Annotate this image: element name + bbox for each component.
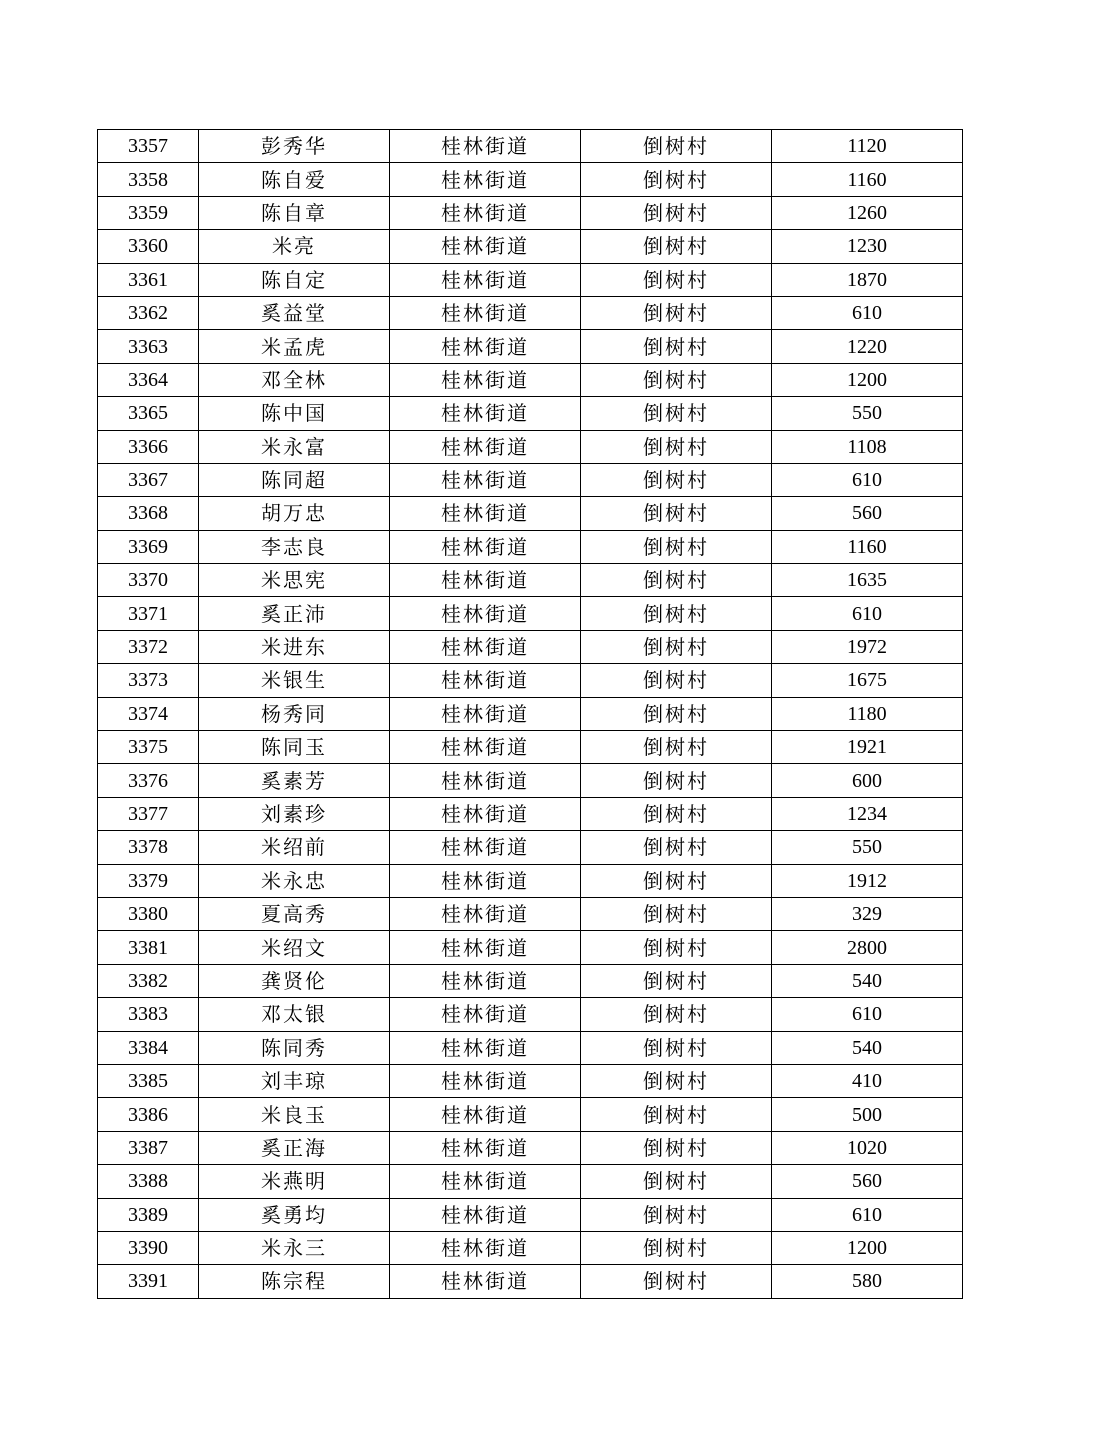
amount-cell: 1234 bbox=[772, 797, 963, 830]
name-cell: 刘丰琼 bbox=[199, 1064, 390, 1097]
village-cell: 倒树村 bbox=[581, 897, 772, 930]
street-cell: 桂林街道 bbox=[390, 931, 581, 964]
row-number-cell: 3384 bbox=[98, 1031, 199, 1064]
table-row bbox=[98, 130, 963, 163]
village-cell: 倒树村 bbox=[581, 697, 772, 730]
row-number-cell: 3372 bbox=[98, 630, 199, 663]
name-cell: 陈同秀 bbox=[199, 1031, 390, 1064]
amount-cell: 1635 bbox=[772, 564, 963, 597]
amount-cell: 1870 bbox=[772, 263, 963, 296]
row-number-cell: 3383 bbox=[98, 998, 199, 1031]
name-cell: 夏高秀 bbox=[199, 897, 390, 930]
village-cell: 倒树村 bbox=[581, 831, 772, 864]
village-cell: 倒树村 bbox=[581, 1131, 772, 1164]
street-cell: 桂林街道 bbox=[390, 1064, 581, 1097]
street-cell: 桂林街道 bbox=[390, 831, 581, 864]
name-cell: 彭秀华 bbox=[199, 130, 390, 163]
table-row bbox=[98, 564, 963, 597]
street-cell: 桂林街道 bbox=[390, 998, 581, 1031]
village-cell: 倒树村 bbox=[581, 497, 772, 530]
street-cell: 桂林街道 bbox=[390, 897, 581, 930]
row-number-cell: 3370 bbox=[98, 564, 199, 597]
row-number-cell: 3360 bbox=[98, 230, 199, 263]
table-row bbox=[98, 530, 963, 563]
amount-cell: 500 bbox=[772, 1098, 963, 1131]
village-cell: 倒树村 bbox=[581, 630, 772, 663]
table-row bbox=[98, 363, 963, 396]
row-number-cell: 3362 bbox=[98, 296, 199, 329]
amount-cell: 1108 bbox=[772, 430, 963, 463]
row-number-cell: 3363 bbox=[98, 330, 199, 363]
name-cell: 陈中国 bbox=[199, 397, 390, 430]
amount-cell: 600 bbox=[772, 764, 963, 797]
amount-cell: 550 bbox=[772, 831, 963, 864]
amount-cell: 1020 bbox=[772, 1131, 963, 1164]
name-cell: 米绍文 bbox=[199, 931, 390, 964]
table-row bbox=[98, 998, 963, 1031]
street-cell: 桂林街道 bbox=[390, 731, 581, 764]
amount-cell: 410 bbox=[772, 1064, 963, 1097]
amount-cell: 1180 bbox=[772, 697, 963, 730]
row-number-cell: 3375 bbox=[98, 731, 199, 764]
village-cell: 倒树村 bbox=[581, 597, 772, 630]
row-number-cell: 3385 bbox=[98, 1064, 199, 1097]
amount-cell: 550 bbox=[772, 397, 963, 430]
name-cell: 陈同玉 bbox=[199, 731, 390, 764]
village-cell: 倒树村 bbox=[581, 1265, 772, 1298]
name-cell: 米永三 bbox=[199, 1231, 390, 1264]
village-cell: 倒树村 bbox=[581, 998, 772, 1031]
street-cell: 桂林街道 bbox=[390, 530, 581, 563]
village-cell: 倒树村 bbox=[581, 931, 772, 964]
street-cell: 桂林街道 bbox=[390, 1031, 581, 1064]
row-number-cell: 3361 bbox=[98, 263, 199, 296]
name-cell: 米绍前 bbox=[199, 831, 390, 864]
village-cell: 倒树村 bbox=[581, 864, 772, 897]
street-cell: 桂林街道 bbox=[390, 764, 581, 797]
row-number-cell: 3376 bbox=[98, 764, 199, 797]
street-cell: 桂林街道 bbox=[390, 263, 581, 296]
name-cell: 李志良 bbox=[199, 530, 390, 563]
street-cell: 桂林街道 bbox=[390, 463, 581, 496]
table-row bbox=[98, 430, 963, 463]
table-row bbox=[98, 597, 963, 630]
amount-cell: 560 bbox=[772, 1165, 963, 1198]
village-cell: 倒树村 bbox=[581, 330, 772, 363]
row-number-cell: 3386 bbox=[98, 1098, 199, 1131]
table-row bbox=[98, 831, 963, 864]
name-cell: 奚正海 bbox=[199, 1131, 390, 1164]
table-row bbox=[98, 163, 963, 196]
village-cell: 倒树村 bbox=[581, 530, 772, 563]
row-number-cell: 3366 bbox=[98, 430, 199, 463]
amount-cell: 2800 bbox=[772, 931, 963, 964]
row-number-cell: 3380 bbox=[98, 897, 199, 930]
amount-cell: 540 bbox=[772, 1031, 963, 1064]
street-cell: 桂林街道 bbox=[390, 797, 581, 830]
amount-cell: 610 bbox=[772, 998, 963, 1031]
table-row bbox=[98, 1064, 963, 1097]
amount-cell: 1921 bbox=[772, 731, 963, 764]
table-row bbox=[98, 463, 963, 496]
amount-cell: 1160 bbox=[772, 163, 963, 196]
name-cell: 米银生 bbox=[199, 664, 390, 697]
row-number-cell: 3359 bbox=[98, 196, 199, 229]
street-cell: 桂林街道 bbox=[390, 1265, 581, 1298]
row-number-cell: 3387 bbox=[98, 1131, 199, 1164]
table-row bbox=[98, 731, 963, 764]
table-row bbox=[98, 230, 963, 263]
village-cell: 倒树村 bbox=[581, 430, 772, 463]
table-row bbox=[98, 196, 963, 229]
village-cell: 倒树村 bbox=[581, 764, 772, 797]
village-cell: 倒树村 bbox=[581, 564, 772, 597]
street-cell: 桂林街道 bbox=[390, 497, 581, 530]
table-row bbox=[98, 797, 963, 830]
table-row bbox=[98, 397, 963, 430]
table-row bbox=[98, 964, 963, 997]
street-cell: 桂林街道 bbox=[390, 296, 581, 329]
row-number-cell: 3378 bbox=[98, 831, 199, 864]
table-row bbox=[98, 1198, 963, 1231]
table-row bbox=[98, 1031, 963, 1064]
row-number-cell: 3382 bbox=[98, 964, 199, 997]
name-cell: 奚益堂 bbox=[199, 296, 390, 329]
name-cell: 邓全林 bbox=[199, 363, 390, 396]
table-row bbox=[98, 630, 963, 663]
roster-table bbox=[97, 129, 963, 1299]
village-cell: 倒树村 bbox=[581, 964, 772, 997]
village-cell: 倒树村 bbox=[581, 731, 772, 764]
street-cell: 桂林街道 bbox=[390, 564, 581, 597]
row-number-cell: 3377 bbox=[98, 797, 199, 830]
name-cell: 奚素芳 bbox=[199, 764, 390, 797]
amount-cell: 540 bbox=[772, 964, 963, 997]
row-number-cell: 3369 bbox=[98, 530, 199, 563]
street-cell: 桂林街道 bbox=[390, 397, 581, 430]
row-number-cell: 3388 bbox=[98, 1165, 199, 1198]
street-cell: 桂林街道 bbox=[390, 664, 581, 697]
street-cell: 桂林街道 bbox=[390, 1131, 581, 1164]
table-row bbox=[98, 330, 963, 363]
name-cell: 奚正沛 bbox=[199, 597, 390, 630]
table-row bbox=[98, 1098, 963, 1131]
name-cell: 杨秀同 bbox=[199, 697, 390, 730]
village-cell: 倒树村 bbox=[581, 463, 772, 496]
amount-cell: 1230 bbox=[772, 230, 963, 263]
table-row bbox=[98, 1265, 963, 1298]
village-cell: 倒树村 bbox=[581, 163, 772, 196]
street-cell: 桂林街道 bbox=[390, 864, 581, 897]
street-cell: 桂林街道 bbox=[390, 230, 581, 263]
village-cell: 倒树村 bbox=[581, 1031, 772, 1064]
name-cell: 米孟虎 bbox=[199, 330, 390, 363]
village-cell: 倒树村 bbox=[581, 1231, 772, 1264]
name-cell: 奚勇均 bbox=[199, 1198, 390, 1231]
village-cell: 倒树村 bbox=[581, 1198, 772, 1231]
amount-cell: 610 bbox=[772, 463, 963, 496]
village-cell: 倒树村 bbox=[581, 130, 772, 163]
row-number-cell: 3374 bbox=[98, 697, 199, 730]
row-number-cell: 3379 bbox=[98, 864, 199, 897]
name-cell: 陈自章 bbox=[199, 196, 390, 229]
village-cell: 倒树村 bbox=[581, 363, 772, 396]
row-number-cell: 3390 bbox=[98, 1231, 199, 1264]
amount-cell: 560 bbox=[772, 497, 963, 530]
amount-cell: 1912 bbox=[772, 864, 963, 897]
amount-cell: 610 bbox=[772, 597, 963, 630]
amount-cell: 1200 bbox=[772, 363, 963, 396]
street-cell: 桂林街道 bbox=[390, 196, 581, 229]
row-number-cell: 3365 bbox=[98, 397, 199, 430]
name-cell: 陈自爱 bbox=[199, 163, 390, 196]
village-cell: 倒树村 bbox=[581, 296, 772, 329]
amount-cell: 610 bbox=[772, 1198, 963, 1231]
village-cell: 倒树村 bbox=[581, 1064, 772, 1097]
village-cell: 倒树村 bbox=[581, 797, 772, 830]
name-cell: 米永忠 bbox=[199, 864, 390, 897]
name-cell: 米思宪 bbox=[199, 564, 390, 597]
street-cell: 桂林街道 bbox=[390, 163, 581, 196]
village-cell: 倒树村 bbox=[581, 230, 772, 263]
name-cell: 胡万忠 bbox=[199, 497, 390, 530]
table-row bbox=[98, 697, 963, 730]
table-row bbox=[98, 1165, 963, 1198]
name-cell: 陈宗程 bbox=[199, 1265, 390, 1298]
street-cell: 桂林街道 bbox=[390, 1098, 581, 1131]
amount-cell: 1200 bbox=[772, 1231, 963, 1264]
street-cell: 桂林街道 bbox=[390, 1231, 581, 1264]
name-cell: 陈自定 bbox=[199, 263, 390, 296]
street-cell: 桂林街道 bbox=[390, 1198, 581, 1231]
table-row bbox=[98, 764, 963, 797]
amount-cell: 580 bbox=[772, 1265, 963, 1298]
street-cell: 桂林街道 bbox=[390, 964, 581, 997]
name-cell: 刘素珍 bbox=[199, 797, 390, 830]
table-row bbox=[98, 931, 963, 964]
row-number-cell: 3368 bbox=[98, 497, 199, 530]
village-cell: 倒树村 bbox=[581, 1098, 772, 1131]
amount-cell: 1972 bbox=[772, 630, 963, 663]
name-cell: 陈同超 bbox=[199, 463, 390, 496]
row-number-cell: 3371 bbox=[98, 597, 199, 630]
table-row bbox=[98, 263, 963, 296]
table-row bbox=[98, 497, 963, 530]
village-cell: 倒树村 bbox=[581, 1165, 772, 1198]
name-cell: 米燕明 bbox=[199, 1165, 390, 1198]
row-number-cell: 3391 bbox=[98, 1265, 199, 1298]
row-number-cell: 3373 bbox=[98, 664, 199, 697]
row-number-cell: 3357 bbox=[98, 130, 199, 163]
amount-cell: 1160 bbox=[772, 530, 963, 563]
street-cell: 桂林街道 bbox=[390, 130, 581, 163]
street-cell: 桂林街道 bbox=[390, 697, 581, 730]
amount-cell: 1220 bbox=[772, 330, 963, 363]
table-row bbox=[98, 897, 963, 930]
name-cell: 米永富 bbox=[199, 430, 390, 463]
row-number-cell: 3358 bbox=[98, 163, 199, 196]
name-cell: 龚贤伦 bbox=[199, 964, 390, 997]
table-row bbox=[98, 1131, 963, 1164]
village-cell: 倒树村 bbox=[581, 397, 772, 430]
name-cell: 邓太银 bbox=[199, 998, 390, 1031]
row-number-cell: 3389 bbox=[98, 1198, 199, 1231]
street-cell: 桂林街道 bbox=[390, 1165, 581, 1198]
table-row bbox=[98, 864, 963, 897]
table-row bbox=[98, 296, 963, 329]
row-number-cell: 3381 bbox=[98, 931, 199, 964]
row-number-cell: 3364 bbox=[98, 363, 199, 396]
village-cell: 倒树村 bbox=[581, 196, 772, 229]
amount-cell: 1260 bbox=[772, 196, 963, 229]
street-cell: 桂林街道 bbox=[390, 330, 581, 363]
amount-cell: 1675 bbox=[772, 664, 963, 697]
amount-cell: 1120 bbox=[772, 130, 963, 163]
amount-cell: 329 bbox=[772, 897, 963, 930]
street-cell: 桂林街道 bbox=[390, 630, 581, 663]
name-cell: 米进东 bbox=[199, 630, 390, 663]
table-row bbox=[98, 664, 963, 697]
street-cell: 桂林街道 bbox=[390, 430, 581, 463]
street-cell: 桂林街道 bbox=[390, 597, 581, 630]
village-cell: 倒树村 bbox=[581, 263, 772, 296]
name-cell: 米亮 bbox=[199, 230, 390, 263]
amount-cell: 610 bbox=[772, 296, 963, 329]
name-cell: 米良玉 bbox=[199, 1098, 390, 1131]
village-cell: 倒树村 bbox=[581, 664, 772, 697]
table-row bbox=[98, 1231, 963, 1264]
row-number-cell: 3367 bbox=[98, 463, 199, 496]
street-cell: 桂林街道 bbox=[390, 363, 581, 396]
roster-table-body bbox=[98, 130, 963, 1299]
